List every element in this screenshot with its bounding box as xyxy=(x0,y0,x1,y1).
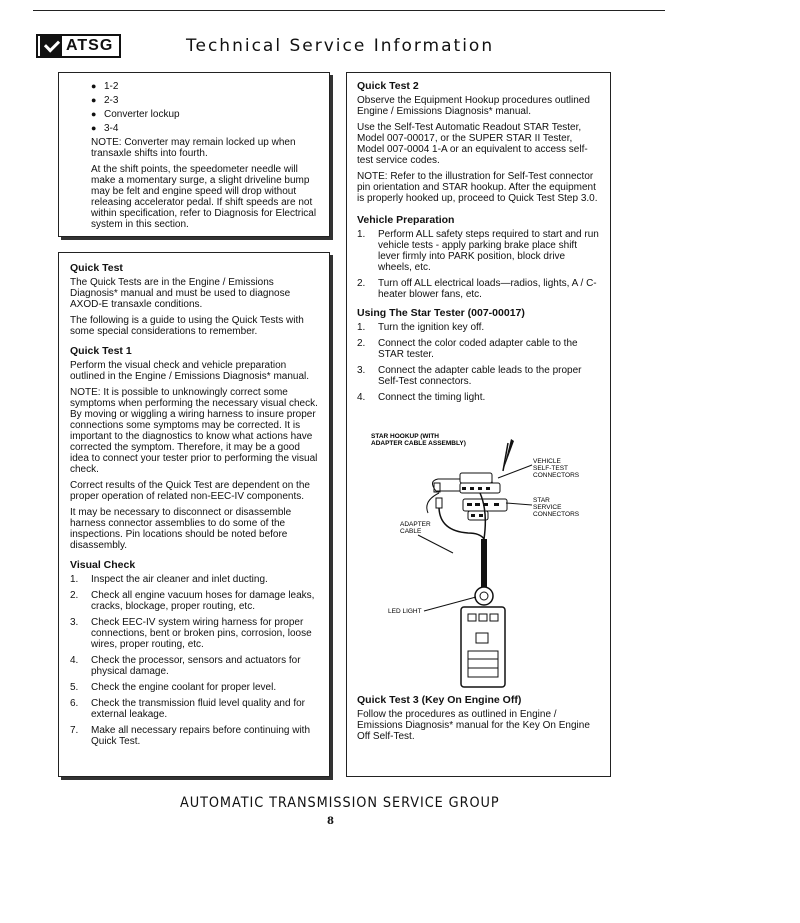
cable-plug xyxy=(475,587,493,605)
list-item: ● 2-3 xyxy=(91,95,119,106)
paragraph: Use the Self-Test Automatic Readout STAR Tester, Model 007-00017, or the SUPER STAR II Tester, Model 007-0004 1-A or an equivalent to access self-test service codes. xyxy=(357,122,588,166)
list-item: 3. Check EEC-IV system wiring harness for proper connections, bent or broken pins, corrosion, loose wires, proper routing, etc. xyxy=(70,617,312,650)
atsg-logo xyxy=(36,34,121,58)
quick-test-3-heading: Quick Test 3 (Key On Engine Off) xyxy=(357,694,522,706)
list-item: 1. Turn the ignition key off. xyxy=(357,322,485,333)
paragraph: Perform the visual check and vehicle preparation outlined in the Engine / Emissions Diagnosis* manual. xyxy=(70,360,310,382)
quick-test-1-heading: Quick Test 1 xyxy=(70,345,132,357)
label-adapter: ADAPTER xyxy=(400,521,431,528)
star-hookup-diagram xyxy=(368,431,608,693)
list-item: 1. Perform ALL safety steps required to start and run vehicle tests - apply parking brake place shift lever firmly into PARK position, block drive wheels, etc. xyxy=(357,229,599,273)
label-self-test: SELF-TEST xyxy=(533,465,569,472)
label-vehicle: VEHICLE xyxy=(533,458,561,465)
note-text: NOTE: It is possible to unknowingly correct some symptoms when performing the necessary visual check. By moving or wiggling a wiring harness to insure proper connections some symptoms may be corrected. It is important to the diagnostics to know what actions have corrected the symptom. Therefore, it may be a good idea to connect your tester prior to performing the visual check. xyxy=(70,387,318,475)
star-tester-heading: Using The Star Tester (007-00017) xyxy=(357,307,525,319)
label-connectors: CONNECTORS xyxy=(533,472,580,479)
paragraph: Observe the Equipment Hookup procedures outlined Engine / Emissions Diagnosis* manual. xyxy=(357,95,590,117)
quick-test-box xyxy=(58,252,330,777)
page-number: 8 xyxy=(327,816,334,827)
list-item: 2. Connect the color coded adapter cable to the STAR tester. xyxy=(357,338,578,360)
paragraph: The Quick Tests are in the Engine / Emissions Diagnosis* manual and must be used to diagnose AXOD-E transaxle conditions. xyxy=(70,277,291,310)
diagram-title-line2: ADAPTER CABLE ASSEMBLY) xyxy=(371,440,466,447)
label-cable: CABLE xyxy=(400,528,422,535)
quick-test-2-heading: Quick Test 2 xyxy=(357,80,419,92)
top-rule xyxy=(33,10,665,11)
paragraph: The following is a guide to using the Quick Tests with some special considerations to remember. xyxy=(70,315,304,337)
paragraph: Follow the procedures as outlined in Engine / Emissions Diagnosis* manual for the Key On Engine Off Self-Test. xyxy=(357,709,590,742)
paragraph: It may be necessary to disconnect or disassemble harness connector assemblies to do some of the inspections. Pin locations should be noted before disassembly. xyxy=(70,507,292,551)
logo-text: ATSG xyxy=(66,37,114,54)
page-title: Technical Service Information xyxy=(186,36,495,56)
paragraph: At the shift points, the speedometer needle will make a momentary surge, a slight driveline bump may be felt and engine speed will drop without releasing accelerator pedal. If shift speeds are not within specification, refer to Diagnosis for Electrical system in this section. xyxy=(91,164,317,230)
note-text: NOTE: Refer to the illustration for Self-Test connector pin orientation and STAR hookup. After the equipment is properly hooked up, proceed to Quick Test Step 3.0. xyxy=(357,171,598,204)
visual-check-list xyxy=(70,574,319,747)
visual-check-heading: Visual Check xyxy=(70,559,136,571)
connector-plug xyxy=(436,498,442,508)
vehicle-preparation-list xyxy=(357,229,600,300)
list-item: 2. Check all engine vacuum hoses for damage leaks, cracks, blockage, proper routing, etc. xyxy=(70,590,315,612)
list-item: ● Converter lockup xyxy=(91,109,180,120)
list-item: ● 3-4 xyxy=(91,123,119,134)
diagram-title-line1: STAR HOOKUP (WITH xyxy=(371,433,440,440)
label-led-light: LED LIGHT xyxy=(388,608,422,615)
list-item: 3. Connect the adapter cable leads to the proper Self-Test connectors. xyxy=(357,365,582,387)
list-item: 6. Check the transmission fluid level quality and for external leakage. xyxy=(70,698,305,720)
list-item: 1. Inspect the air cleaner and inlet ducting. xyxy=(70,574,268,585)
shift-points-box xyxy=(58,72,330,237)
cable-bundle xyxy=(481,539,487,589)
vehicle-connector xyxy=(460,473,492,483)
label-service: SERVICE xyxy=(533,504,562,511)
paragraph: Correct results of the Quick Test are dependent on the proper operation of related non-EEC-IV components. xyxy=(70,480,310,502)
star-tester-list xyxy=(357,322,600,403)
vehicle-preparation-heading: Vehicle Preparation xyxy=(357,214,455,226)
leader-line xyxy=(418,535,453,553)
checkmark-icon xyxy=(40,36,62,56)
footer-org: AUTOMATIC TRANSMISSION SERVICE GROUP xyxy=(180,795,500,811)
list-item: ● 1-2 xyxy=(91,81,119,92)
list-item: 7. Make all necessary repairs before continuing with Quick Test. xyxy=(70,725,310,747)
quick-test-heading: Quick Test xyxy=(70,262,123,274)
leader-line xyxy=(506,503,532,505)
list-item: 4. Connect the timing light. xyxy=(357,392,486,403)
label-connectors-2: CONNECTORS xyxy=(533,511,580,518)
label-star: STAR xyxy=(533,497,550,504)
list-item: 4. Check the processor, sensors and actuators for physical damage. xyxy=(70,655,301,677)
note-text: NOTE: Converter may remain locked up when transaxle shifts into fourth. xyxy=(91,137,296,159)
list-item: 2. Turn off ALL electrical loads—radios, lights, A / C-heater blower fans, etc. xyxy=(357,278,597,300)
list-item: 5. Check the engine coolant for proper level. xyxy=(70,682,277,693)
